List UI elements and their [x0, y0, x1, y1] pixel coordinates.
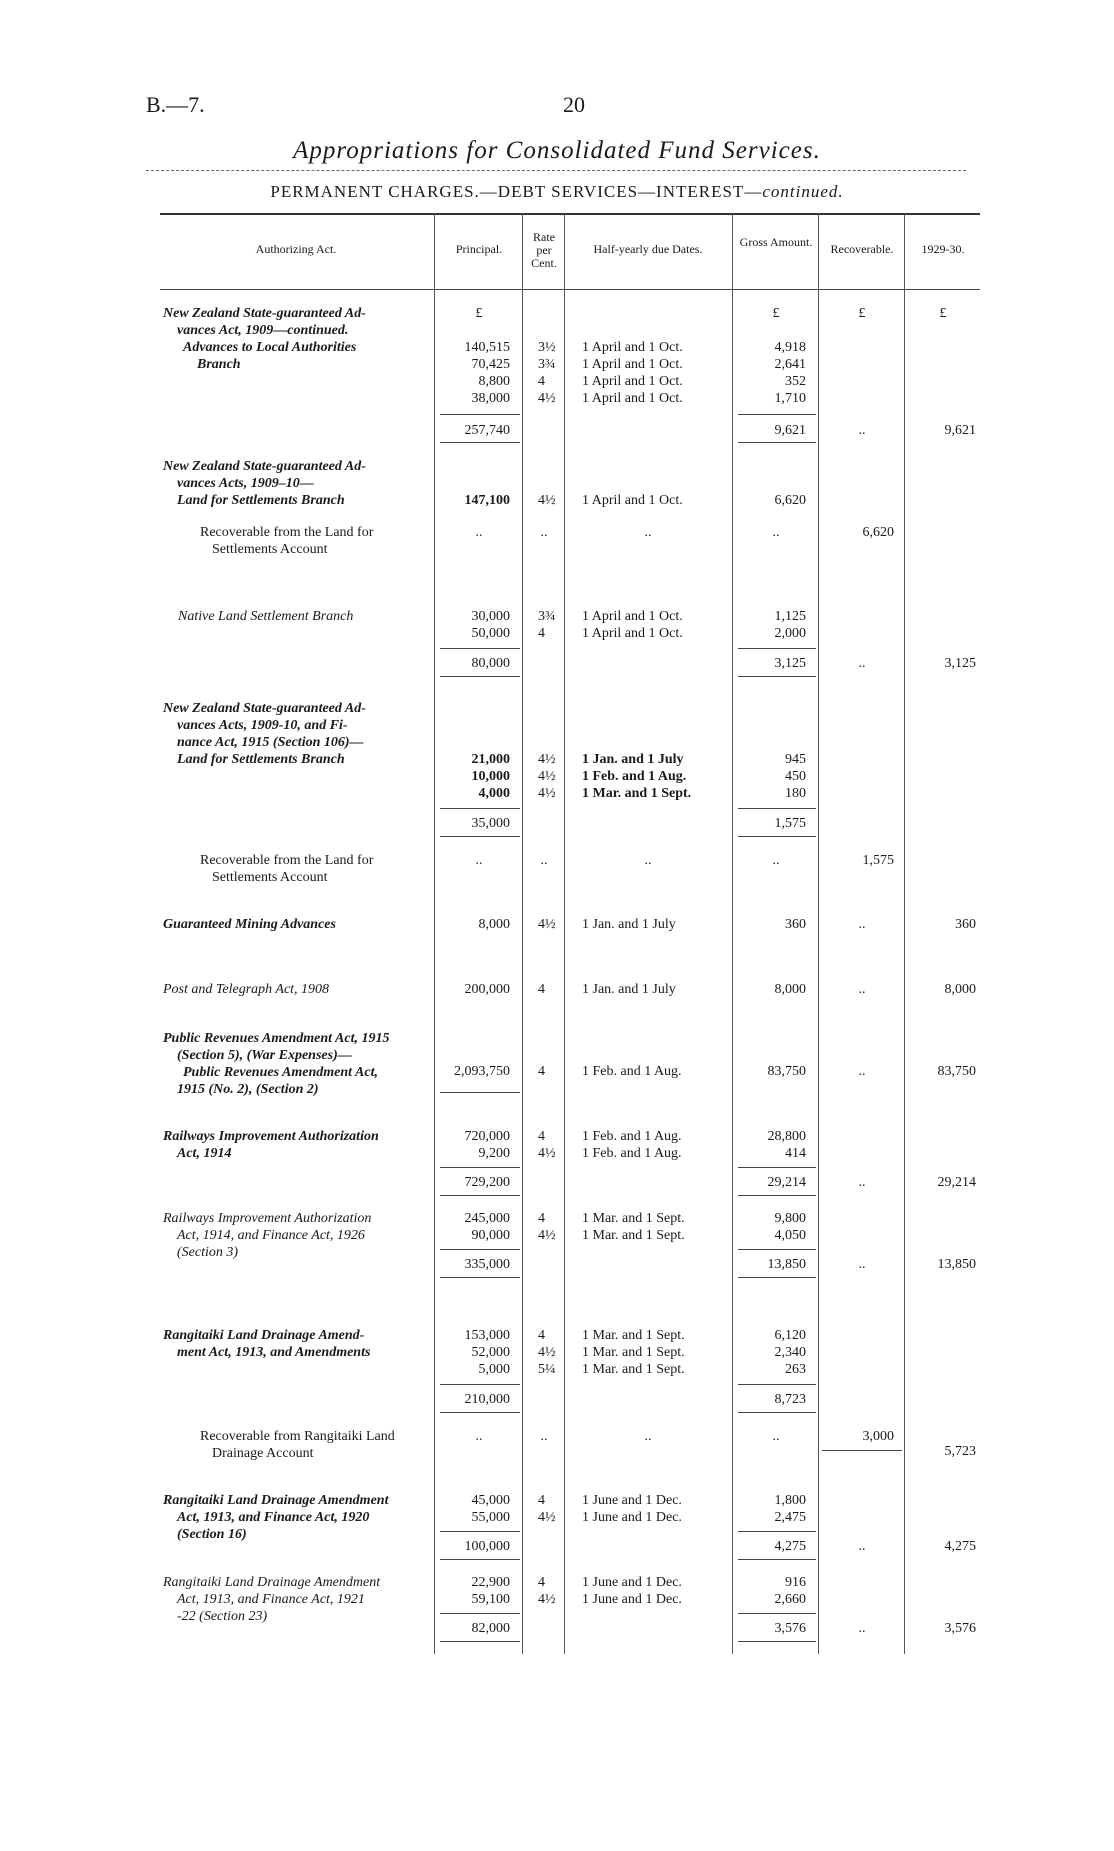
- subtotal-rule: [738, 414, 816, 415]
- subtotal-rule: [440, 1641, 520, 1642]
- recoverable-value: ..: [858, 656, 866, 671]
- row-rate: 4½: [538, 917, 556, 932]
- year-value: 5,723: [944, 1444, 976, 1459]
- row-due-dates: 1 Jan. and 1 July: [582, 982, 676, 997]
- empty-dots: ..: [540, 853, 548, 868]
- row-authorizing-act: Railways Improvement Authorization Act, 1914: [163, 1129, 379, 1161]
- row-rate: 3½ 3¾ 4 4½: [538, 340, 556, 406]
- row-gross: 83,750: [767, 1064, 806, 1079]
- title-divider: [146, 170, 966, 171]
- row-authorizing-act: New Zealand State-guaranteed Ad- vances Acts, 1909-10, and Fi- nance Act, 1915 (Section 106)— Land for Settlements Branch: [163, 701, 366, 767]
- subtotal-rule: [440, 442, 520, 443]
- row-rate: 4½ 4½ 4½: [538, 752, 556, 801]
- row-rate: 4 4½: [538, 1211, 556, 1243]
- subtotal-rule: [738, 442, 816, 443]
- row-gross: 9,800 4,050: [774, 1211, 806, 1243]
- row-gross: 6,120 2,340 263: [774, 1328, 806, 1377]
- year-value: 83,750: [937, 1064, 976, 1079]
- row-authorizing-act: Rangitaiki Land Drainage Amend- ment Act, 1913, and Amendments: [163, 1328, 371, 1360]
- row-gross: 1,125 2,000: [774, 609, 806, 641]
- subtotal-rule: [738, 1559, 816, 1560]
- col-header-rate: Rate per Cent.: [531, 230, 557, 270]
- currency-principal: £: [475, 306, 483, 321]
- subtotal-rule: [440, 676, 520, 677]
- subtitle-main: PERMANENT CHARGES.—DEBT SERVICES—INTEREST—: [270, 182, 763, 201]
- row-due-dates: 1 April and 1 Oct. 1 April and 1 Oct.: [582, 609, 683, 641]
- row-gross: 6,620: [774, 493, 806, 508]
- row-due-dates: 1 April and 1 Oct. 1 April and 1 Oct. 1 April and 1 Oct. 1 April and 1 Oct.: [582, 340, 683, 406]
- year-value: 9,621: [944, 423, 976, 438]
- row-principal: 153,000 52,000 5,000: [464, 1328, 510, 1377]
- row-principal: 8,000: [478, 917, 510, 932]
- row-authorizing-act: Rangitaiki Land Drainage Amendment Act, 1913, and Finance Act, 1921 -22 (Section 23): [163, 1575, 381, 1624]
- row-due-dates: 1 Jan. and 1 July 1 Feb. and 1 Aug. 1 Mar. and 1 Sept.: [582, 752, 692, 801]
- subtotal-rule: [738, 1167, 816, 1168]
- subtotal-rule: [738, 1613, 816, 1614]
- year-value: 29,214: [937, 1175, 976, 1190]
- empty-dots: ..: [644, 853, 652, 868]
- empty-dots: ..: [772, 853, 780, 868]
- subtotal-rule: [440, 1531, 520, 1532]
- row-gross: 8,000: [774, 982, 806, 997]
- subtotal-rule: [738, 808, 816, 809]
- principal-total: 100,000: [464, 1539, 510, 1554]
- row-gross: 360: [785, 917, 806, 932]
- row-principal: 245,000 90,000: [464, 1211, 510, 1243]
- row-principal: 200,000: [464, 982, 510, 997]
- subtotal-rule: [440, 1384, 520, 1385]
- row-rate: 4 4½: [538, 1129, 556, 1161]
- subtotal-rule: [440, 836, 520, 837]
- subtotal-rule: [822, 1450, 902, 1451]
- subtotal-rule: [440, 1195, 520, 1196]
- subtotal-rule: [738, 1531, 816, 1532]
- recoverable-value: ..: [858, 1621, 866, 1636]
- recoverable-value: ..: [858, 1257, 866, 1272]
- principal-total: 729,200: [464, 1175, 510, 1190]
- recoverable-label: Recoverable from the Land for Settlements Account: [200, 853, 374, 885]
- year-value: 8,000: [944, 982, 976, 997]
- table-top-rule: [160, 213, 980, 215]
- empty-dots: ..: [772, 525, 780, 540]
- subtotal-rule: [738, 1412, 816, 1413]
- col-header-principal: Principal.: [455, 242, 503, 256]
- col-header-recoverable: Recoverable.: [830, 242, 894, 256]
- row-gross: 4,918 2,641 352 1,710: [774, 340, 806, 406]
- col-divider: [732, 214, 733, 1654]
- gross-total: 1,575: [774, 816, 806, 831]
- principal-total: 335,000: [464, 1257, 510, 1272]
- subtotal-rule: [738, 1249, 816, 1250]
- subtitle-continued: continued.: [762, 182, 844, 201]
- row-authorizing-act: New Zealand State-guaranteed Ad- vances Acts, 1909–10— Land for Settlements Branch: [163, 459, 366, 508]
- subtotal-rule: [440, 1249, 520, 1250]
- year-value: 3,125: [944, 656, 976, 671]
- row-due-dates: 1 Mar. and 1 Sept. 1 Mar. and 1 Sept. 1 Mar. and 1 Sept.: [582, 1328, 685, 1377]
- row-authorizing-act: Native Land Settlement Branch: [178, 609, 354, 624]
- col-divider: [818, 214, 819, 1654]
- row-due-dates: 1 June and 1 Dec. 1 June and 1 Dec.: [582, 1575, 682, 1607]
- gross-total: 8,723: [774, 1392, 806, 1407]
- subtotal-rule: [440, 1412, 520, 1413]
- row-principal: 22,900 59,100: [471, 1575, 510, 1607]
- row-rate: 4: [538, 1064, 545, 1079]
- principal-total: 210,000: [464, 1392, 510, 1407]
- currency-year: £: [939, 306, 947, 321]
- year-value: 360: [955, 917, 976, 932]
- principal-total: 35,000: [471, 816, 510, 831]
- row-principal: 30,000 50,000: [471, 609, 510, 641]
- recoverable-label: Recoverable from the Land for Settlements Account: [200, 525, 374, 557]
- principal-total: 82,000: [471, 1621, 510, 1636]
- subtotal-rule: [440, 1277, 520, 1278]
- currency-gross: £: [772, 306, 780, 321]
- subtotal-rule: [440, 648, 520, 649]
- row-rate: 4½: [538, 493, 556, 508]
- year-value: 13,850: [937, 1257, 976, 1272]
- subtotal-rule: [440, 1613, 520, 1614]
- row-principal: 147,100: [464, 493, 510, 508]
- recoverable-value: 3,000: [862, 1429, 894, 1444]
- gross-total: 29,214: [767, 1175, 806, 1190]
- row-authorizing-act: Public Revenues Amendment Act, 1915 (Section 5), (War Expenses)— Public Revenues Amendment Act, 1915 (No. 2), (Section 2): [163, 1031, 390, 1097]
- col-divider: [904, 214, 905, 1654]
- empty-dots: ..: [772, 1429, 780, 1444]
- recoverable-label: Recoverable from Rangitaiki Land Drainage Account: [200, 1429, 395, 1461]
- row-gross: 1,800 2,475: [774, 1493, 806, 1525]
- row-due-dates: 1 June and 1 Dec. 1 June and 1 Dec.: [582, 1493, 682, 1525]
- empty-dots: ..: [475, 853, 483, 868]
- currency-recoverable: £: [858, 306, 866, 321]
- subtotal-rule: [440, 1559, 520, 1560]
- row-principal: 45,000 55,000: [471, 1493, 510, 1525]
- row-authorizing-act: Railways Improvement Authorization Act, 1914, and Finance Act, 1926 (Section 3): [163, 1211, 372, 1260]
- row-rate: 4 4½: [538, 1493, 556, 1525]
- row-due-dates: 1 Feb. and 1 Aug. 1 Feb. and 1 Aug.: [582, 1129, 682, 1161]
- row-rate: 4 4½ 5¼: [538, 1328, 556, 1377]
- row-rate: 3¾ 4: [538, 609, 556, 641]
- subtotal-rule: [738, 676, 816, 677]
- row-principal: 140,515 70,425 8,800 38,000: [464, 340, 510, 406]
- recoverable-value: 6,620: [862, 525, 894, 540]
- row-gross: 28,800 414: [767, 1129, 806, 1161]
- row-principal: 720,000 9,200: [464, 1129, 510, 1161]
- page-title: Appropriations for Consolidated Fund Services.: [293, 137, 821, 164]
- principal-total: 80,000: [471, 656, 510, 671]
- row-authorizing-act: Rangitaiki Land Drainage Amendment Act, 1913, and Finance Act, 1920 (Section 16): [163, 1493, 389, 1542]
- recoverable-value: ..: [858, 1064, 866, 1079]
- col-header-act: Authorizing Act.: [255, 242, 337, 256]
- row-authorizing-act: Guaranteed Mining Advances: [163, 917, 336, 932]
- col-divider: [522, 214, 523, 1654]
- row-gross: 945 450 180: [785, 752, 806, 801]
- empty-dots: ..: [644, 525, 652, 540]
- year-value: 4,275: [944, 1539, 976, 1554]
- empty-dots: ..: [644, 1429, 652, 1444]
- row-due-dates: 1 Jan. and 1 July: [582, 917, 676, 932]
- recoverable-value: ..: [858, 917, 866, 932]
- recoverable-value: ..: [858, 423, 866, 438]
- empty-dots: ..: [475, 525, 483, 540]
- col-divider: [434, 214, 435, 1654]
- section-subtitle: [0, 182, 1114, 202]
- subtotal-rule: [440, 1092, 520, 1093]
- year-value: 3,576: [944, 1621, 976, 1636]
- principal-total: 257,740: [464, 423, 510, 438]
- row-rate: 4: [538, 982, 545, 997]
- col-divider: [564, 214, 565, 1654]
- row-authorizing-act: Post and Telegraph Act, 1908: [163, 982, 330, 997]
- recoverable-value: 1,575: [862, 853, 894, 868]
- gross-total: 9,621: [774, 423, 806, 438]
- row-due-dates: 1 Mar. and 1 Sept. 1 Mar. and 1 Sept.: [582, 1211, 685, 1243]
- page-reference: B.—7.: [146, 92, 205, 117]
- page-number: 20: [563, 92, 585, 117]
- empty-dots: ..: [540, 1429, 548, 1444]
- gross-total: 13,850: [767, 1257, 806, 1272]
- col-header-year: 1929-30.: [921, 242, 965, 256]
- empty-dots: ..: [475, 1429, 483, 1444]
- gross-total: 3,125: [774, 656, 806, 671]
- row-principal: 2,093,750: [454, 1064, 510, 1079]
- row-authorizing-act: New Zealand State-guaranteed Ad- vances Act, 1909—continued. Advances to Local Authorities Branch: [163, 306, 366, 372]
- gross-total: 4,275: [774, 1539, 806, 1554]
- col-header-dates: Half-yearly due Dates.: [593, 242, 703, 256]
- empty-dots: ..: [540, 525, 548, 540]
- subtotal-rule: [738, 1384, 816, 1385]
- recoverable-value: ..: [858, 982, 866, 997]
- gross-total: 3,576: [774, 1621, 806, 1636]
- subtotal-rule: [738, 1641, 816, 1642]
- row-principal: 21,000 10,000 4,000: [471, 752, 510, 801]
- header-bottom-rule: [160, 289, 980, 290]
- row-gross: 916 2,660: [774, 1575, 806, 1607]
- subtotal-rule: [738, 1195, 816, 1196]
- recoverable-value: ..: [858, 1539, 866, 1554]
- subtotal-rule: [440, 808, 520, 809]
- subtotal-rule: [738, 1277, 816, 1278]
- subtotal-rule: [440, 1167, 520, 1168]
- subtotal-rule: [738, 836, 816, 837]
- row-due-dates: 1 April and 1 Oct.: [582, 493, 683, 508]
- col-header-gross: Gross Amount.: [739, 235, 813, 249]
- subtotal-rule: [440, 414, 520, 415]
- subtotal-rule: [738, 648, 816, 649]
- row-rate: 4 4½: [538, 1575, 556, 1607]
- row-due-dates: 1 Feb. and 1 Aug.: [582, 1064, 682, 1079]
- recoverable-value: ..: [858, 1175, 866, 1190]
